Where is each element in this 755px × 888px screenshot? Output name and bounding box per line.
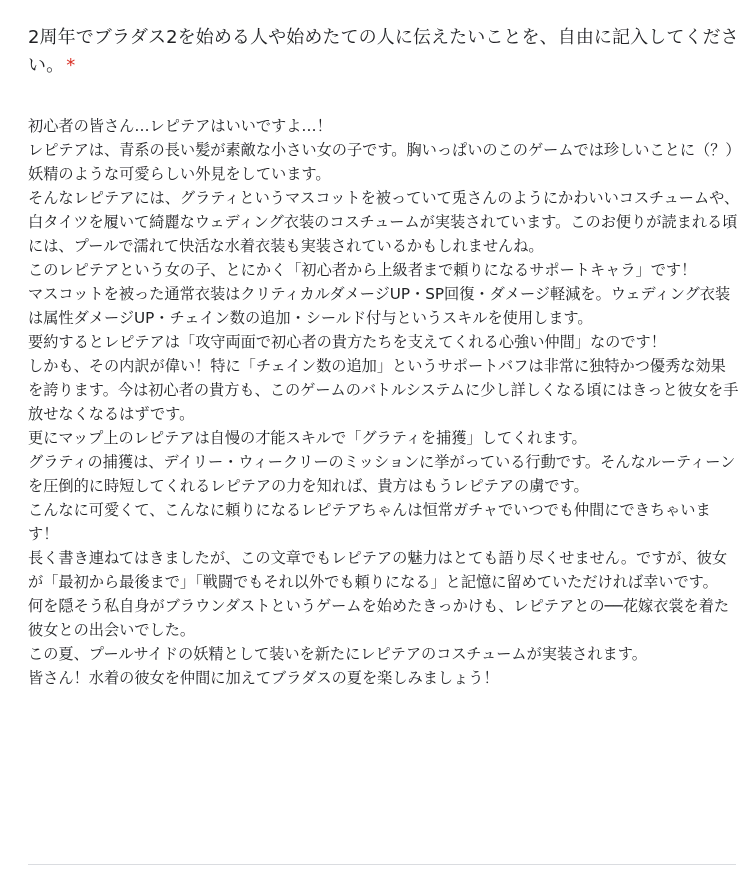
question-title [28, 24, 740, 80]
answer-line: 皆さん！水着の彼女を仲間に加えてブラダスの夏を楽しみましょう！ [28, 669, 499, 687]
answer-line: こんなに可愛くて、こんなに頼りになるレピテアちゃんは恒常ガチャでいつでも仲間にできちゃいます！ [28, 501, 711, 543]
answer-line: 更にマップ上のレピテアは自慢の才能スキルで「グラティを捕獲」してくれます。 [28, 429, 587, 447]
answer-line: このレピテアという女の子、とにかく「初心者から上級者まで頼りになるサポートキャラ」です！ [28, 261, 697, 279]
answer-line: 何を隠そう私自身がブラウンダストというゲームを始めたきっかけも、レピテアとの──花嫁衣裳を着た彼女との出会いでした。 [28, 597, 730, 639]
answer-line: 長く書き連ねてはきましたが、この文章でもレピテアの魅力はとても語り尽くせません。ですが、彼女が「最初から最後まで」「戦闘でもそれ以外でも頼りになる」と記憶に留めていただければ幸いです。 [28, 549, 728, 591]
answer-line: しかも、その内訳が偉い！特に「チェイン数の追加」というサポートバフは非常に独特かつ優秀な効果を誇ります。今は初心者の貴方も、このゲームのバトルシステムに少し詳しくなる頃にはきっと彼女を手放せなくなるはずです。 [28, 357, 739, 423]
answer-line: マスコットを被った通常衣装はクリティカルダメージUP・SP回復・ダメージ軽減を。ウェディング衣装は属性ダメージUP・チェイン数の追加・シールド付与というスキルを使用します。 [28, 285, 731, 327]
answer-line: レピテアは、青系の長い髪が素敵な小さい女の子です。胸いっぱいのこのゲームでは珍しいことに（？）妖精のような可愛らしい外見をしています。 [28, 141, 733, 183]
required-asterisk: * [66, 55, 76, 76]
answer-line: そんなレピテアには、グラティというマスコットを被っていて兎さんのようにかわいいコスチュームや、白タイツを履いて綺麗なウェディング衣装のコスチュームが実装されています。このお便りが読まれる頃には、プールで濡れて快活な水着衣装も実装されているかもしれませんね。 [28, 189, 740, 255]
answer-line: この夏、プールサイドの妖精として装いを新たにレピテアのコスチュームが実装されます。 [28, 645, 647, 663]
answer-line: 要約するとレピテアは「攻守両面で初心者の貴方たちを支えてくれる心強い仲間」なのです！ [28, 333, 666, 351]
card-divider [28, 864, 736, 865]
answer-line: 初心者の皆さん…レピテアはいいですよ…！ [28, 117, 332, 135]
answer-line: グラティの捕獲は、デイリー・ウィークリーのミッションに挙がっている行動です。そんなルーティーンを圧倒的に時短してくれるレピテアの力を知れば、貴方はもうレピテアの虜です。 [28, 453, 736, 495]
question-text: 2周年でブラダス2を始める人や始めたての人に伝えたいことを、自由に記入してください。 [28, 27, 739, 76]
answer-response [28, 114, 740, 690]
